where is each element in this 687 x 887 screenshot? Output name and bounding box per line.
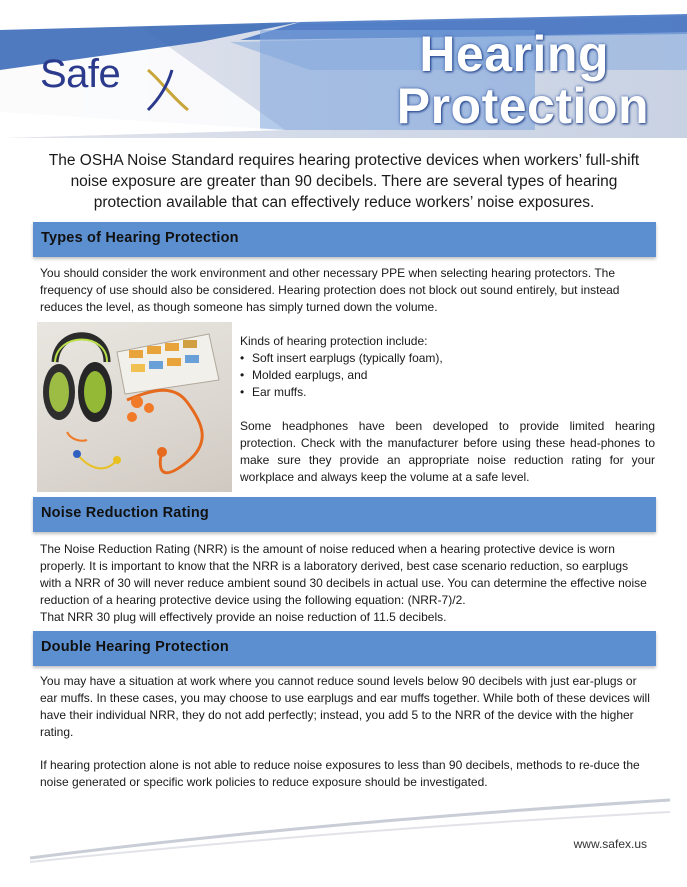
logo-x xyxy=(120,52,140,96)
hearing-protection-photo xyxy=(37,322,232,492)
headphones-note: Some headphones have been developed to provide limited hearing protection. Check with the manufacturer before using these head-phones to make sure they provide an appropriate noise reduction rating for your workplace and always keep the volume at a safe level. xyxy=(240,419,655,484)
section-nrr-body-2: That NRR 30 plug will effectively provide an noise reduction of 11.5 decibels. xyxy=(40,610,447,624)
page-title xyxy=(397,28,649,132)
kinds-intro: Kinds of hearing protection include: xyxy=(240,334,428,348)
title-line-1: Hearing xyxy=(419,26,609,82)
section-nrr-header xyxy=(33,497,656,532)
section-types-header xyxy=(33,222,656,257)
intro-paragraph: The OSHA Noise Standard requires hearing protective devices when workers’ full-shift noise exposure are greater than 90 decibels. There are several types of hearing protection available that can effectively reduce workers’ noise exposures. xyxy=(48,152,640,211)
list-item: • Soft insert earplugs (typically foam), xyxy=(240,350,655,367)
list-item: • Molded earplugs, and xyxy=(240,367,655,384)
footer-url[interactable]: www.safex.us xyxy=(573,837,647,851)
logo-text: Safe xyxy=(40,52,121,96)
kinds-list xyxy=(240,350,655,401)
section-types-body: You should consider the work environment and other necessary PPE when selecting hearing protectors. The frequency of use should also be considered. Hearing protection does not block out sound entirely, but instead reduces the level, as though someone has simply turned down the volume. xyxy=(40,266,620,314)
safex-logo xyxy=(40,52,140,97)
section-nrr-heading: Noise Reduction Rating xyxy=(41,505,209,521)
section-types-heading: Types of Hearing Protection xyxy=(41,230,239,246)
section-double-body: You may have a situation at work where you cannot reduce sound levels below 90 decibels with just ear-plugs or ear muffs. In these cases, you may choose to use earplugs and ear muffs together. While both of these devices will have their individual NRR, they do not add perfectly; instead, you add 5 to the NRR of the device with the higher rating. xyxy=(40,674,650,739)
section-nrr-body: The Noise Reduction Rating (NRR) is the amount of noise reduced when a hearing protective device is worn properly. It is important to know that the NRR is a laboratory derived, best case scenario reduction, so earplugs with a NRR of 30 will never reduce ambient sound 30 decibels in actual use. You can determine the effective noise reduction of a hearing protective device using the following equation: (NRR-7)/2. xyxy=(40,542,647,607)
photo-illustration xyxy=(37,322,232,492)
list-item: • Ear muffs. xyxy=(240,384,655,401)
section-double-heading: Double Hearing Protection xyxy=(41,639,229,655)
section-double-body-2: If hearing protection alone is not able to reduce noise exposures to less than 90 decibels, methods to re-duce the noise generated or specific work policies to reduce exposure should be investigated. xyxy=(40,758,640,789)
section-double-header xyxy=(33,631,656,666)
title-line-2: Protection xyxy=(396,78,649,134)
kinds-block xyxy=(240,333,655,401)
